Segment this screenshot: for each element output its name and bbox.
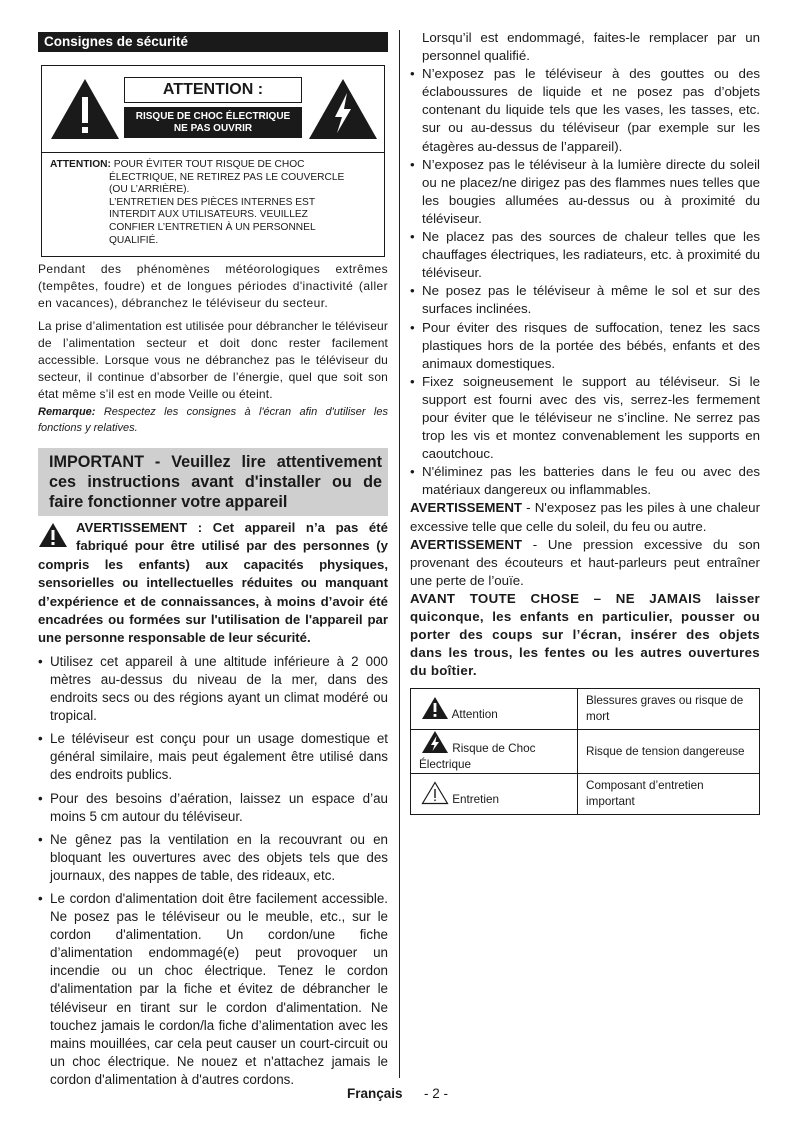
warning-label-prefix: ATTENTION: bbox=[50, 159, 111, 170]
legend-symbol-cell bbox=[411, 774, 578, 815]
list-item: • Fixez soigneusement le support au téléviseur. Si le support est fourni avec des vis, serrez-les fermement pour éviter que le téléviseur ne s’incline. Ne serrez pas trop les vis et montez convenablement les supports en caoutchouc. bbox=[410, 373, 760, 463]
remark-label: Remarque: bbox=[38, 406, 96, 418]
warning-triangle-filled-icon bbox=[421, 696, 449, 720]
list-item: • N’exposez pas le téléviseur à des gouttes ou des éclaboussures de liquide et ne posez pas d’objets contenant du liquide tels que les vases, les tasses, etc. sur ou au-dessus du téléviseur (par exemple sur les étagères au-dessus de l’appareil). bbox=[410, 65, 760, 155]
legend-label: Risque de Choc Électrique bbox=[419, 742, 536, 772]
warning-label: AVERTISSEMENT bbox=[410, 536, 523, 552]
legend-label: Attention bbox=[451, 707, 498, 721]
warning-line: INTERDIT AUX UTILISATEURS. VEUILLEZ bbox=[109, 209, 308, 221]
attention-subtitle-line1: RISQUE DE CHOC ÉLECTRIQUE bbox=[135, 111, 291, 122]
warning-paragraph bbox=[38, 519, 388, 648]
list-item: • Ne placez pas des sources de chaleur telles que les chauffages électriques, les radiateurs, etc. à proximité du téléviseur. bbox=[410, 228, 760, 282]
sound-warning bbox=[410, 536, 760, 590]
table-row bbox=[411, 774, 760, 815]
footer-language: Français bbox=[347, 1086, 403, 1101]
warning-line: (OU L’ARRIÈRE). bbox=[109, 184, 190, 196]
legend-symbol-cell bbox=[411, 689, 578, 730]
list-item: • Le téléviseur est conçu pour un usage domestique et général similaire, mais peut également être utilisé dans des endroits publics. bbox=[38, 730, 388, 784]
remark bbox=[38, 404, 388, 436]
battery-warning bbox=[410, 499, 760, 535]
warning-triangle-outline-icon bbox=[421, 781, 449, 805]
exclamation-triangle-icon bbox=[49, 77, 121, 141]
warning-label: AVERTISSEMENT bbox=[410, 500, 523, 516]
list-item: • Utilisez cet appareil à une altitude inférieure à 2 000 mètres au-dessus du niveau de la mer, dans des endroits secs ou des régions ayant un climat modéré ou tropical. bbox=[38, 653, 388, 725]
warning-label-text bbox=[50, 159, 380, 247]
column-divider bbox=[399, 30, 400, 1078]
paragraph-power-plug: La prise d’alimentation est utilisée pour débrancher le téléviseur de l’alimentation secteur et doit donc rester facilement accessible. Lorsque vous ne débranchez pas le téléviseur du secteur, il continue d’absorber de l’énergie, quel que soit son état même s’il est en mode Veille ou éteint. bbox=[38, 319, 388, 401]
legend-description: Risque de tension dangereuse bbox=[578, 730, 760, 774]
right-column bbox=[410, 29, 760, 815]
lightning-triangle-icon bbox=[421, 730, 449, 754]
right-bullet-list bbox=[410, 65, 760, 499]
legend-description: Blessures graves ou risque de mort bbox=[578, 689, 760, 730]
legend-description: Composant d’entretien important bbox=[578, 774, 760, 815]
list-item: • Pour éviter des risques de suffocation, tenez les sacs plastiques hors de la portée des bébés, enfants et des animaux domestiques. bbox=[410, 319, 760, 373]
legend-label: Entretien bbox=[452, 792, 500, 806]
bullet-continuation: Lorsqu’il est endommagé, faites-le remplacer par un personnel qualifié. bbox=[422, 30, 760, 64]
attention-subtitle-line2: NE PAS OUVRIR bbox=[173, 123, 253, 134]
warning-text: - Une pression excessive du son provenant des écouteurs et haut-parleurs peut entraîner une perte de l’ouïe. bbox=[410, 536, 760, 588]
warning-line: CONFIER L’ENTRETIEN À UN PERSONNEL bbox=[109, 221, 316, 233]
warning-line: L’ENTRETIEN DES PIÈCES INTERNES EST bbox=[109, 196, 316, 208]
table-row bbox=[411, 730, 760, 774]
list-item: • N’exposez pas le téléviseur à la lumière directe du soleil ou ne placez/ne dirigez pas des flammes nues telles que les bougies allumées au-dessus ou à proximité du téléviseur. bbox=[410, 156, 760, 228]
paragraph-weather: Pendant des phénomènes météorologiques extrêmes (tempêtes, foudre) et de longues périodes d'inactivité (aller en vacances), débranchez le téléviseur du secteur. bbox=[38, 262, 388, 310]
important-banner: IMPORTANT - Veuillez lire attentivement ces instructions avant d'installer ou de faire fonctionner votre appareil bbox=[38, 448, 388, 516]
warning-text: - N'exposez pas les piles à une chaleur excessive telle que celle du soleil, du feu ou autre. bbox=[410, 500, 760, 534]
table-row bbox=[411, 689, 760, 730]
warning-label-header bbox=[42, 66, 384, 153]
left-bullet-list bbox=[38, 653, 388, 1089]
symbol-legend-table bbox=[410, 688, 760, 815]
warning-line: POUR ÉVITER TOUT RISQUE DE CHOC bbox=[110, 159, 305, 170]
warning-paragraph-text: AVERTISSEMENT : Cet appareil n’a pas été fabriqué pour être utilisé par des personnes (y compris les enfants) aux capacités physiques, sensorielles ou intellectuelles réduites ou manquant d’expérience et de connaissances, à moins d’avoir été encadrées ou formées sur l'utilisation de l'appareil par une personne responsable de leur sécurité. bbox=[38, 520, 388, 646]
warning-label-box bbox=[41, 65, 385, 257]
warning-icon bbox=[38, 522, 68, 548]
list-item: • Pour des besoins d’aération, laissez un espace d’au moins 5 cm autour du téléviseur. bbox=[38, 790, 388, 826]
lightning-triangle-icon bbox=[307, 77, 379, 141]
attention-title: ATTENTION : bbox=[124, 77, 302, 103]
warning-line: QUALIFIÉ. bbox=[109, 234, 159, 246]
remark-text: Respectez les consignes à l'écran afin d'utiliser les fonctions y relatives. bbox=[38, 406, 388, 434]
section-title: Consignes de sécurité bbox=[38, 32, 388, 52]
legend-symbol-cell bbox=[411, 730, 578, 774]
page-number: - 2 - bbox=[424, 1086, 449, 1101]
warning-line: ÉLECTRIQUE, NE RETIREZ PAS LE COUVERCLE bbox=[109, 171, 345, 183]
list-item: • Le cordon d'alimentation doit être facilement accessible. Ne posez pas le téléviseur ou le meuble, etc., sur le cordon d'alimentation. Un cordon/une fiche d’alimentation endommagé(e) peut provoquer un incendie ou un choc électrique. Tenez le cordon d'alimentation par la fiche et évitez de débrancher le téléviseur en tirant sur le cordon d'alimentation. Ne touchez jamais le cordon/la fiche d’alimentation avec les mains mouillées, car cela peut causer un court-circuit ou un choc électrique. Ne nouez et n'attachez jamais le cordon d'alimentation à d'autres cordons. bbox=[38, 890, 388, 1089]
list-item: • Ne posez pas le téléviseur à même le sol et sur des surfaces inclinées. bbox=[410, 282, 760, 318]
attention-subtitle bbox=[124, 107, 302, 138]
left-column bbox=[38, 32, 388, 1094]
attention-label bbox=[124, 77, 302, 139]
screen-warning: AVANT TOUTE CHOSE – NE JAMAIS laisser quiconque, les enfants en particulier, pousser ou porter des coups sur l’écran, insérer des objets dans les trous, les fentes ou les autres ouvertures du boîtier. bbox=[410, 590, 760, 679]
list-item: • N'éliminez pas les batteries dans le feu ou avec des matériaux dangereux ou inflammables. bbox=[410, 463, 760, 499]
list-item: • Ne gênez pas la ventilation en la recouvrant ou en bloquant les ouvertures avec des objets tels que des journaux, des nappes de table, des rideaux, etc. bbox=[38, 831, 388, 885]
